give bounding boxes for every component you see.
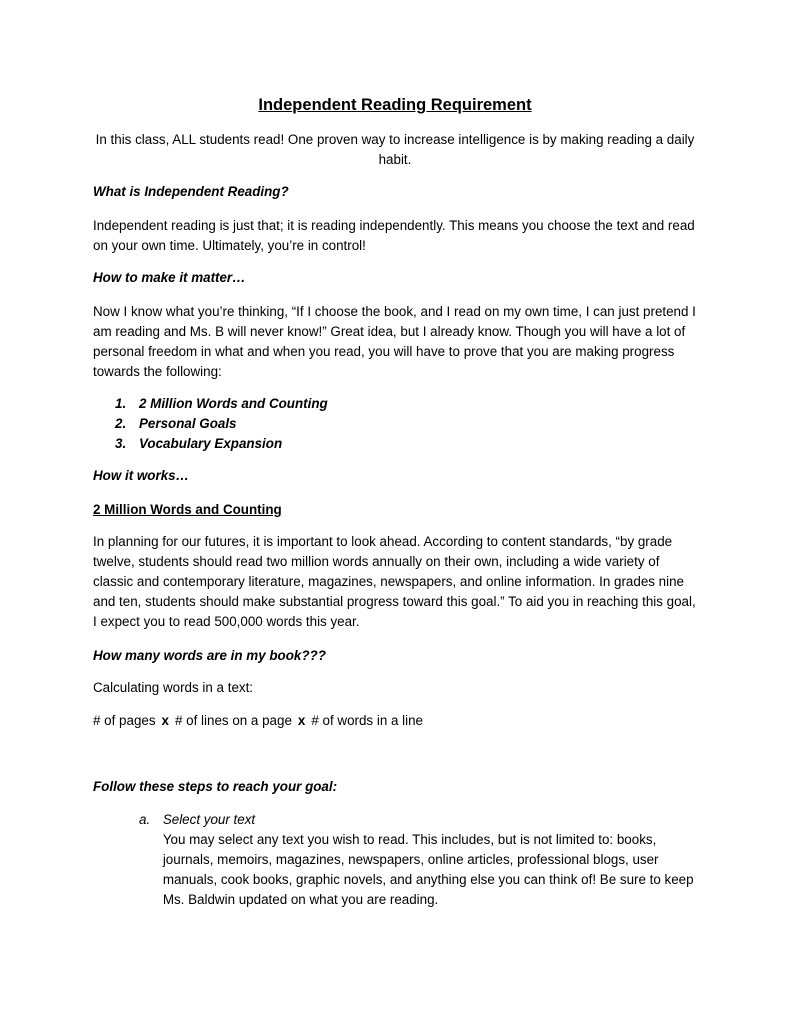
goals-list — [93, 394, 328, 454]
heading-make-it-matter: How to make it matter… — [93, 270, 246, 285]
multiply-sign: x — [161, 713, 169, 728]
list-label: 2 Million Words and Counting — [139, 396, 328, 411]
calc-label: Calculating words in a text: — [93, 680, 254, 695]
intro-paragraph: In this class, ALL students read! One proven way to increase intelligence is by making reading a daily habit. — [95, 132, 695, 167]
list-item — [93, 394, 328, 414]
subheading-2-million: 2 Million Words and Counting — [93, 502, 282, 517]
page-title: Independent Reading Requirement — [258, 96, 532, 114]
multiply-sign: x — [297, 713, 306, 728]
heading-follow-steps: Follow these steps to reach your goal: — [93, 779, 338, 794]
word-formula — [93, 711, 703, 731]
paragraph-2-million: In planning for our futures, it is important to look ahead. According to content standards, “by grade twelve, students should read two million words annually on their own, including a wide variety of classic and contemporary literature, magazines, newspapers, and online information. In grades nine and ten, students should make substantial progress toward this goal.” To aid you in reaching this goal, I expect you to read 500,000 words this year. — [93, 534, 696, 629]
list-label: Personal Goals — [139, 416, 237, 431]
heading-how-it-works: How it works… — [93, 468, 189, 483]
list-number: 3. — [115, 436, 127, 451]
step-item — [139, 810, 699, 910]
list-item — [93, 434, 328, 454]
heading-what-is: What is Independent Reading? — [93, 184, 289, 199]
list-number: 1. — [115, 396, 127, 411]
step-body: You may select any text you wish to read. This includes, but is not limited to: books, journals, memoirs, magazines, newspapers, online articles, professional blogs, user manuals, cook books, graphic novels, and anything else you can think of! Be sure to keep Ms. Baldwin updated on what you are reading. — [162, 832, 694, 907]
paragraph-make-it-matter: Now I know what you’re thinking, “If I choose the book, and I read on my own time, I can just pretend I am reading and Ms. B will never know!” Great idea, but I already know. Though you will have a lot of personal freedom in what and when you read, you will have to prove that you are making progress towards the following: — [93, 304, 696, 379]
step-title: Select your text — [162, 812, 256, 827]
heading-how-many-words: How many words are in my book??? — [93, 648, 326, 663]
list-item — [93, 414, 328, 434]
list-number: 2. — [115, 416, 127, 431]
list-label: Vocabulary Expansion — [139, 436, 283, 451]
formula-term: # of words in a line — [311, 713, 423, 728]
formula-term: # of lines on a page — [175, 713, 292, 728]
formula-term: # of pages — [93, 713, 156, 728]
step-content — [163, 810, 699, 910]
step-letter: a. — [139, 812, 151, 827]
paragraph-what-is: Independent reading is just that; it is reading independently. This means you choose the text and read on your own time. Ultimately, you’re in control! — [93, 218, 695, 253]
